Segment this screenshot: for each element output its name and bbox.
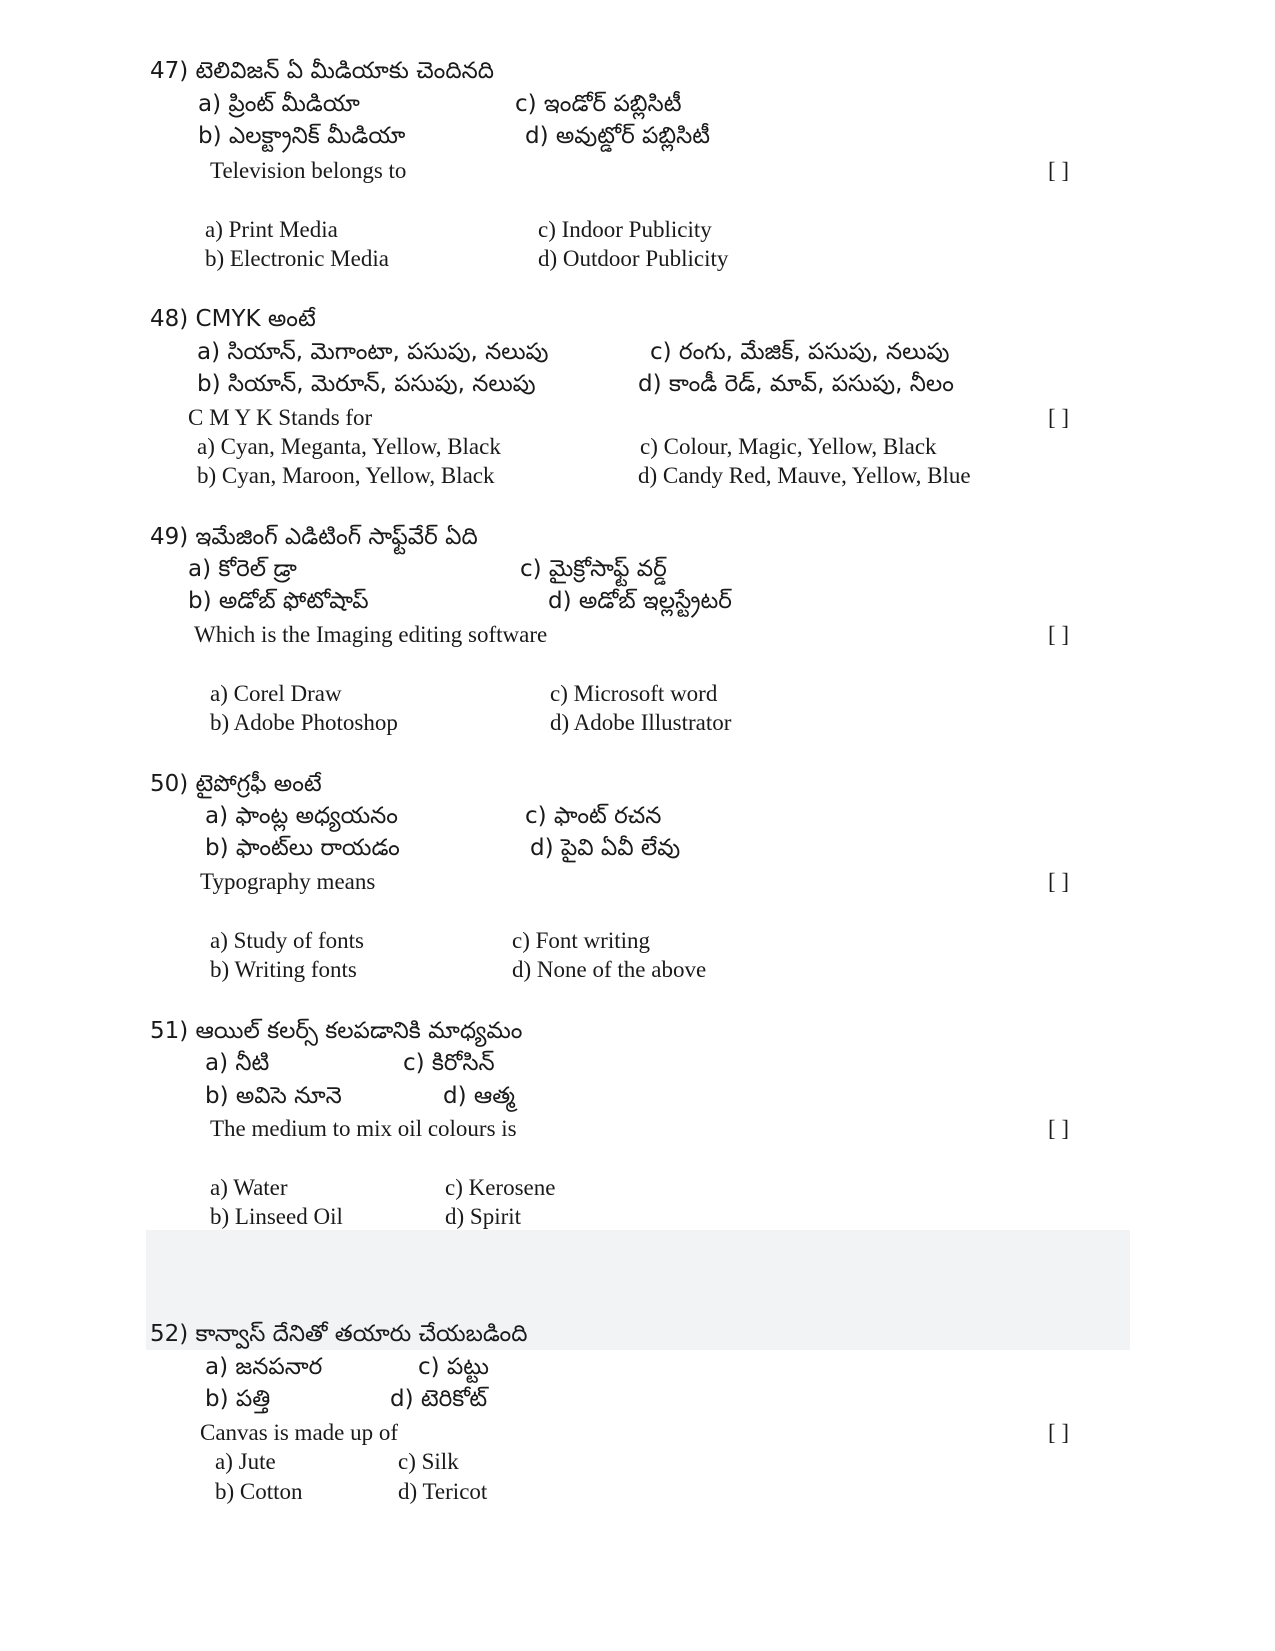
option-a-english: a) Study of fonts bbox=[210, 928, 364, 953]
option-c-english: c) Indoor Publicity bbox=[538, 217, 712, 242]
option-b-english: b) Electronic Media bbox=[205, 246, 389, 271]
option-a-telugu: a) నీటి bbox=[205, 1050, 270, 1076]
option-b-english: b) Adobe Photoshop bbox=[210, 710, 398, 735]
answer-bracket: [ ] bbox=[1048, 158, 1070, 183]
question-stem-english: Television belongs to bbox=[210, 158, 407, 183]
option-b-english: b) Linseed Oil bbox=[210, 1204, 343, 1229]
option-a-telugu: a) ఫాంట్ల అధ్యయనం bbox=[205, 803, 398, 829]
option-c-english: c) Microsoft word bbox=[550, 681, 718, 706]
option-c-telugu: c) కిరోసిన్ bbox=[403, 1050, 495, 1076]
option-b-telugu: b) సియాన్, మెరూన్, పసుపు, నలుపు bbox=[197, 371, 536, 397]
option-c-telugu: c) ఫాంట్ రచన bbox=[525, 803, 662, 829]
option-c-english: c) Kerosene bbox=[445, 1175, 556, 1200]
option-d-english: d) Adobe Illustrator bbox=[550, 710, 732, 735]
option-d-english: d) Candy Red, Mauve, Yellow, Blue bbox=[638, 463, 971, 488]
option-b-english: b) Cotton bbox=[215, 1479, 303, 1504]
option-c-telugu: c) ఇండోర్ పబ్లిసిటీ bbox=[515, 91, 682, 117]
option-a-english: a) Print Media bbox=[205, 217, 338, 242]
question-stem-telugu: 52) కాన్వాస్ దేనితో తయారు చేయబడింది bbox=[150, 1321, 528, 1347]
option-b-english: b) Cyan, Maroon, Yellow, Black bbox=[197, 463, 495, 488]
answer-bracket: [ ] bbox=[1048, 622, 1070, 647]
option-c-telugu: c) పట్టు bbox=[418, 1354, 489, 1380]
option-b-telugu: b) పత్తి bbox=[205, 1386, 271, 1412]
question-stem-telugu: 49) ఇమేజింగ్ ఎడిటింగ్ సాఫ్ట్‌వేర్ ఏది bbox=[150, 524, 478, 550]
option-d-telugu: d) అడోబ్ ఇల్లస్ట్రేటర్ bbox=[548, 588, 732, 614]
question-stem-english: Canvas is made up of bbox=[200, 1420, 399, 1445]
question-stem-english: The medium to mix oil colours is bbox=[210, 1116, 517, 1141]
question-stem-telugu: 47) టెలివిజన్ ఏ మీడియాకు చెందినది bbox=[150, 58, 494, 84]
option-d-telugu: d) అవుట్డోర్ పబ్లిసిటీ bbox=[525, 123, 711, 149]
option-a-telugu: a) ప్రింట్ మీడియా bbox=[198, 91, 360, 117]
option-d-telugu: d) కాండీ రెడ్, మావ్, పసుపు, నీలం bbox=[638, 371, 954, 397]
option-d-english: d) Tericot bbox=[398, 1479, 488, 1504]
question-stem-english: Typography means bbox=[200, 869, 376, 894]
option-c-english: c) Colour, Magic, Yellow, Black bbox=[640, 434, 937, 459]
option-d-english: d) Spirit bbox=[445, 1204, 522, 1229]
option-c-english: c) Silk bbox=[398, 1449, 459, 1474]
option-c-english: c) Font writing bbox=[512, 928, 650, 953]
option-d-english: d) Outdoor Publicity bbox=[538, 246, 729, 271]
question-stem-telugu: 50) టైపోగ్రఫీ అంటే bbox=[150, 771, 322, 797]
option-d-telugu: d) టెరికోట్ bbox=[390, 1386, 488, 1412]
option-a-english: a) Water bbox=[210, 1175, 288, 1200]
answer-bracket: [ ] bbox=[1048, 405, 1070, 430]
option-d-telugu: d) పైవి ఏవీ లేవు bbox=[530, 835, 681, 861]
answer-bracket: [ ] bbox=[1048, 869, 1070, 894]
option-a-telugu: a) కోరెల్ డ్రా bbox=[188, 556, 297, 582]
question-stem-telugu: 51) ఆయిల్ కలర్స్ కలపడానికి మాధ్యమం bbox=[150, 1018, 523, 1044]
option-a-english: a) Corel Draw bbox=[210, 681, 342, 706]
option-b-telugu: b) ఫాంట్‌లు రాయడం bbox=[205, 835, 400, 861]
answer-bracket: [ ] bbox=[1048, 1420, 1070, 1445]
question-stem-english: Which is the Imaging editing software bbox=[194, 622, 548, 647]
question-stem-telugu: 48) CMYK అంటే bbox=[150, 306, 316, 332]
question-stem-english: C M Y K Stands for bbox=[188, 405, 373, 430]
option-a-english: a) Cyan, Meganta, Yellow, Black bbox=[197, 434, 501, 459]
option-c-telugu: c) మైక్రోసాఫ్ట్ వర్డ్ bbox=[520, 556, 667, 582]
answer-bracket: [ ] bbox=[1048, 1116, 1070, 1141]
option-a-telugu: a) జనపనార bbox=[205, 1354, 323, 1380]
option-a-english: a) Jute bbox=[215, 1449, 276, 1474]
option-b-telugu: b) ఎలక్ట్రానిక్ మీడియా bbox=[198, 123, 406, 149]
option-b-telugu: b) అడోబ్ ఫోటోషాప్ bbox=[188, 588, 369, 614]
option-c-telugu: c) రంగు, మేజిక్, పసుపు, నలుపు bbox=[650, 339, 950, 365]
option-b-english: b) Writing fonts bbox=[210, 957, 357, 982]
option-b-telugu: b) అవిసె నూనె bbox=[205, 1083, 342, 1109]
option-a-telugu: a) సియాన్, మెగాంటా, పసుపు, నలుపు bbox=[197, 339, 549, 365]
option-d-english: d) None of the above bbox=[512, 957, 707, 982]
option-d-telugu: d) ఆత్మ bbox=[443, 1083, 515, 1109]
